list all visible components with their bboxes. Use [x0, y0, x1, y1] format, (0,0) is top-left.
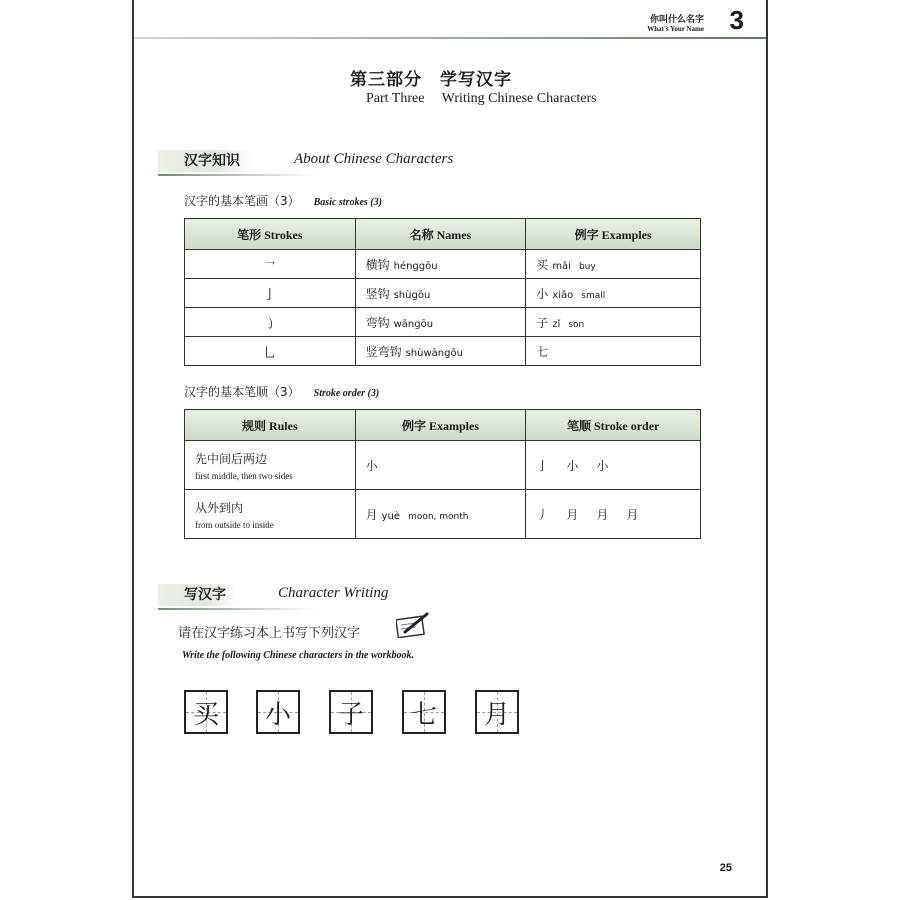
stroke-step: 小 [566, 458, 579, 473]
chapter-title-zh: 你叫什么名字 [649, 15, 704, 25]
example-pinyin: zǐ [552, 318, 561, 330]
about-heading-zh: 汉字知识 [158, 150, 252, 172]
column-header: 名称 Names [355, 219, 526, 250]
name-pinyin: hénggōu [393, 260, 438, 272]
example-cell [355, 490, 526, 539]
rule-cell [185, 490, 356, 539]
part-title-en: Part Three Writing Chinese Characters [366, 91, 597, 106]
example-gloss: buy [578, 261, 596, 272]
rule-cell [185, 441, 356, 490]
table-header-row [185, 219, 701, 250]
column-header: 例字 Examples [526, 219, 701, 250]
example-pinyin: mǎi [552, 260, 571, 272]
character-practice-box [329, 690, 373, 734]
stroke-name [355, 279, 526, 308]
example-zh: 月 [365, 507, 378, 522]
character-practice-box [184, 690, 228, 734]
order-subhead-en: Stroke order (3) [313, 388, 380, 399]
practice-character: 子 [337, 699, 364, 730]
about-heading-en: About Chinese Characters [294, 151, 454, 167]
practice-character: 七 [410, 699, 437, 730]
stroke-order-cell [526, 441, 701, 490]
header-rule [134, 37, 766, 39]
character-practice-box [402, 690, 446, 734]
pen-writing-icon [396, 612, 430, 638]
column-header: 规则 Rules [185, 410, 356, 441]
character-practice-box [475, 690, 519, 734]
stroke-shape: ㇁ [185, 308, 356, 337]
column-header: 笔形 Strokes [185, 219, 356, 250]
practice-character: 买 [192, 699, 219, 730]
stroke-example [526, 279, 701, 308]
textbook-page [132, 0, 768, 898]
example-zh: 买 [536, 257, 549, 272]
stroke-shape: ㇖ [185, 250, 356, 279]
name-zh: 横钩 [365, 257, 390, 272]
stroke-name [355, 250, 526, 279]
example-zh: 七 [536, 344, 549, 359]
stroke-shape: 亅 [185, 279, 356, 308]
stroke-step: 月 [596, 507, 609, 522]
stroke-step: 丿 [536, 507, 549, 522]
rule-zh: 先中间后两边 [195, 451, 268, 466]
table-row [185, 490, 701, 539]
stroke-name [355, 337, 526, 366]
example-gloss: moon, month [408, 511, 469, 522]
stroke-example [526, 337, 701, 366]
practice-character: 月 [483, 699, 510, 730]
name-pinyin: shùwāngōu [405, 347, 463, 359]
rule-zh: 从外到内 [195, 500, 244, 515]
example-pinyin: yuè [381, 510, 401, 522]
instruction-en: Write the following Chinese characters in the workbook. [182, 650, 415, 661]
column-header: 笔顺 Stroke order [526, 410, 701, 441]
strokes-subhead-en: Basic strokes (3) [313, 197, 382, 208]
table-header-row [185, 410, 701, 441]
order-subhead-zh: 汉字的基本笔顺（3） [184, 385, 300, 399]
name-zh: 弯钩 [365, 315, 390, 330]
instruction-zh: 请在汉字练习本上书写下列汉字 [178, 626, 361, 641]
stroke-order-cell [526, 490, 701, 539]
name-zh: 竖钩 [365, 286, 390, 301]
stroke-order-subheading [184, 383, 379, 400]
rule-en: from outside to inside [195, 519, 274, 530]
stroke-step: 月 [626, 507, 639, 522]
table-row [185, 308, 701, 337]
table-row [185, 337, 701, 366]
example-cell [355, 441, 526, 490]
part-title-zh: 第三部分 学写汉字 [350, 70, 512, 90]
column-header: 例字 Examples [355, 410, 526, 441]
example-zh: 小 [365, 458, 378, 473]
name-pinyin: wāngōu [393, 318, 434, 330]
character-practice-box [256, 690, 300, 734]
basic-strokes-table [184, 218, 701, 366]
stroke-shape: 乚 [185, 337, 356, 366]
stroke-step: 亅 [536, 458, 549, 473]
rule-en: first middle, then two sides [195, 470, 293, 481]
example-zh: 小 [536, 286, 549, 301]
chapter-title-en: What's Your Name [647, 25, 704, 33]
table-row [185, 250, 701, 279]
name-zh: 竖弯钩 [365, 344, 402, 359]
example-gloss: son [568, 319, 585, 330]
page-number: 25 [719, 862, 732, 874]
strokes-subhead-zh: 汉字的基本笔画（3） [184, 194, 300, 208]
stroke-order-table [184, 409, 701, 539]
stroke-example [526, 250, 701, 279]
table-row [185, 441, 701, 490]
practice-character: 小 [264, 699, 291, 730]
table-row [185, 279, 701, 308]
stroke-step: 月 [566, 507, 579, 522]
stroke-name [355, 308, 526, 337]
writing-heading-en: Character Writing [278, 585, 389, 601]
example-zh: 子 [536, 315, 549, 330]
name-pinyin: shùgōu [393, 289, 431, 301]
stroke-example [526, 308, 701, 337]
strokes-subheading [184, 192, 382, 209]
chapter-number: 3 [729, 5, 744, 35]
stroke-step: 小 [596, 458, 609, 473]
writing-heading-zh: 写汉字 [158, 584, 238, 606]
example-gloss: small [581, 290, 606, 301]
example-pinyin: xiǎo [552, 289, 574, 301]
